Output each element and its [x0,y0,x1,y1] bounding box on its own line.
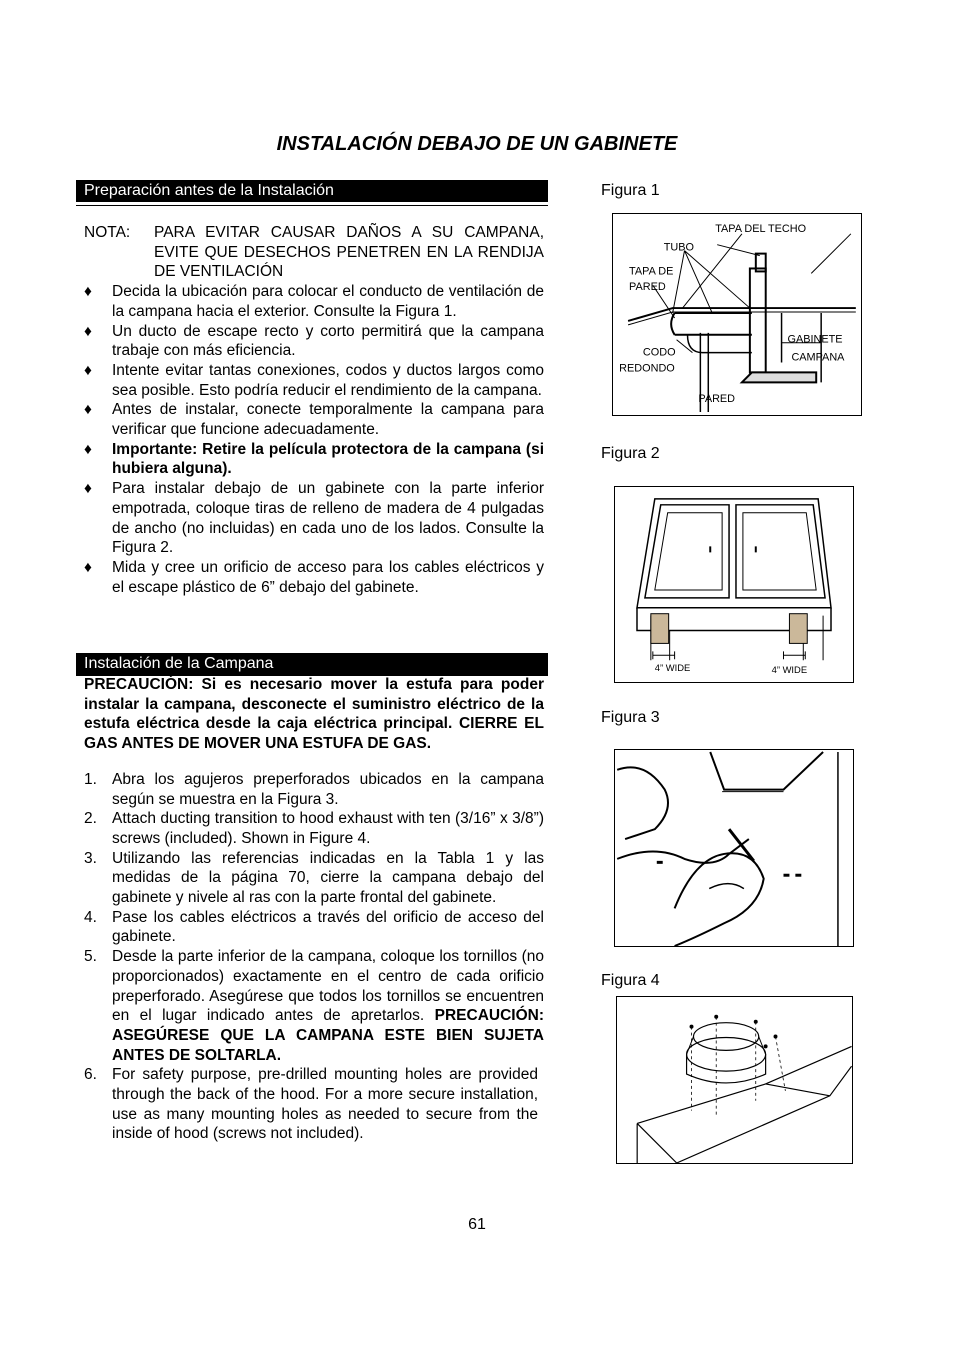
figure-3-drilling-diagram [614,749,854,947]
step-number: 3. [84,849,97,867]
bullet-item [84,361,544,400]
bullet-item [84,282,544,321]
figure-1-vent-diagram [612,213,862,416]
diamond-bullet-icon: ♦ [84,322,92,340]
step-item [84,849,544,908]
figure-2-label: Figura 2 [601,445,660,462]
figure-2-cabinet-diagram [614,486,854,683]
bullet-text: Antes de instalar, conecte temporalmente la campana para verificar que funcione adecuadamente. [112,401,544,439]
bullet-text: Un ducto de escape recto y corto permitirá que la campana trabaje con más eficiencia. [112,322,544,360]
fig1-label-gabinete: GABINETE [787,333,843,346]
step-item [84,908,544,947]
figure-4-transition-diagram [616,996,853,1164]
step-text: Abra los agujeros preperforados ubicados en la campana según se muestra en la Figura 3. [112,770,544,808]
fig1-label-codo-2: REDONDO [619,362,675,375]
fig1-label-pared: PARED [698,393,736,406]
nota [84,223,544,282]
fig1-label-tapa-pared-1: TAPA DE [629,265,674,278]
fig2-label-wide-right: 4” WIDE [771,664,808,676]
bullet-item [84,479,544,558]
section2-body [84,675,544,1144]
step-number: 5. [84,948,97,966]
step-text [112,947,544,1065]
step-text: Utilizando las referencias indicadas en la Tabla 1 y las medidas de la página 70, cierre la campana debajo del gabinete y nivele al ras con la parte frontal del gabinete. [112,849,544,907]
step-warning: PRECAUCIÓN: ASEGÚRESE QUE LA CAMPANA ESTE BIEN SUJETA ANTES DE SOLTARLA. [112,1007,544,1064]
diamond-bullet-icon: ♦ [84,283,92,301]
figure-4-drawing [617,997,852,1163]
diamond-bullet-icon: ♦ [84,480,92,498]
fig1-label-tapa-pared-2: PARED [629,281,666,294]
step-item [84,1065,538,1144]
section1-body [84,223,544,597]
fig1-label-campana: CAMPANA [791,351,845,364]
step-text: For safety purpose, pre-drilled mounting holes are provided through the back of the hood. For a more secure installation, use as many mounting holes as needed to secure from the inside of hood (screws not included). [112,1066,538,1143]
page-number: 61 [468,1216,486,1233]
fig1-label-tapa-techo: TAPA DEL TECHO [715,222,807,235]
figure-4-label: Figura 4 [601,972,660,989]
step-number: 4. [84,908,97,926]
fig2-label-wide-left: 4” WIDE [654,662,691,674]
diamond-bullet-icon: ♦ [84,361,92,379]
step-text: Attach ducting transition to hood exhaust with ten (3/16” x 3/8”) screws (included). Shown in Figure 4. [112,810,544,847]
step-number: 2. [84,810,97,828]
bullet-item [84,558,544,597]
step-number: 1. [84,770,97,788]
figure-2-drawing [615,487,853,682]
diamond-bullet-icon: ♦ [84,401,92,419]
page-title: INSTALACIÓN DEBAJO DE UN GABINETE [276,133,678,155]
fig1-label-tubo: TUBO [663,241,694,254]
bullet-text: Mida y cree un orificio de acceso para los cables eléctricos y el escape plástico de 6” debajo del gabinete. [112,558,544,596]
bullet-text: Para instalar debajo de un gabinete con la parte inferior empotrada, coloque tiras de relleno de madera de 4 pulgadas de ancho (no incluidas) en cada uno de los lados. Consulte la Figura 2. [112,480,544,557]
nota-label: NOTA: [84,224,131,241]
precaution-text: PRECAUCIÓN: Si es necesario mover la estufa para poder instalar la campana, desconecte el suministro eléctrico de la estufa eléctrica desde la caja eléctrica principal. CIERRE EL GAS ANTES DE MOVER UNA ESTUFA DE GAS. [84,676,544,753]
diamond-bullet-icon: ♦ [84,440,92,458]
step-number: 6. [84,1066,97,1084]
section-heading-preparacion: Preparación antes de la Instalación [76,180,548,202]
section-divider [76,205,548,206]
step-item [84,770,544,809]
step-item [84,947,544,1065]
fig1-label-codo-1: CODO [642,346,676,359]
figure-1-label: Figura 1 [601,182,660,199]
bullet-item [84,440,544,479]
bullet-item [84,400,544,439]
figure-3-label: Figura 3 [601,709,660,726]
bullet-item [84,322,544,361]
diamond-bullet-icon: ♦ [84,558,92,576]
nota-text: PARA EVITAR CAUSAR DAÑOS A SU CAMPANA, EVITE QUE DESECHOS PENETREN EN LA RENDIJA DE VENTILACIÓN [154,224,544,281]
bullet-text: Decida la ubicación para colocar el conducto de ventilación de la campana hacia el exterior. Consulte la Figura 1. [112,283,544,320]
bullet-text: Intente evitar tantas conexiones, codos y ductos largos como sea posible. Esto podría reducir el rendimiento de la campana. [112,361,544,399]
bullet-text-important: Importante: Retire la película protectora de la campana (si hubiera alguna). [112,440,544,478]
step-text: Pase los cables eléctricos a través del orificio de acceso del gabinete. [112,908,544,946]
figure-1-drawing [613,214,861,415]
step-item [84,809,544,848]
section-heading-instalacion: Instalación de la Campana [76,653,548,675]
step-text-regular: Desde la parte inferior de la campana, coloque los tornillos (no proporcionados) exactamente en el centro de cada orificio preperforado. Asegúrese que todos los tornillos se encuentren en el lugar indicado antes de apretarlos. [112,948,544,1025]
figure-3-drawing [615,750,853,946]
